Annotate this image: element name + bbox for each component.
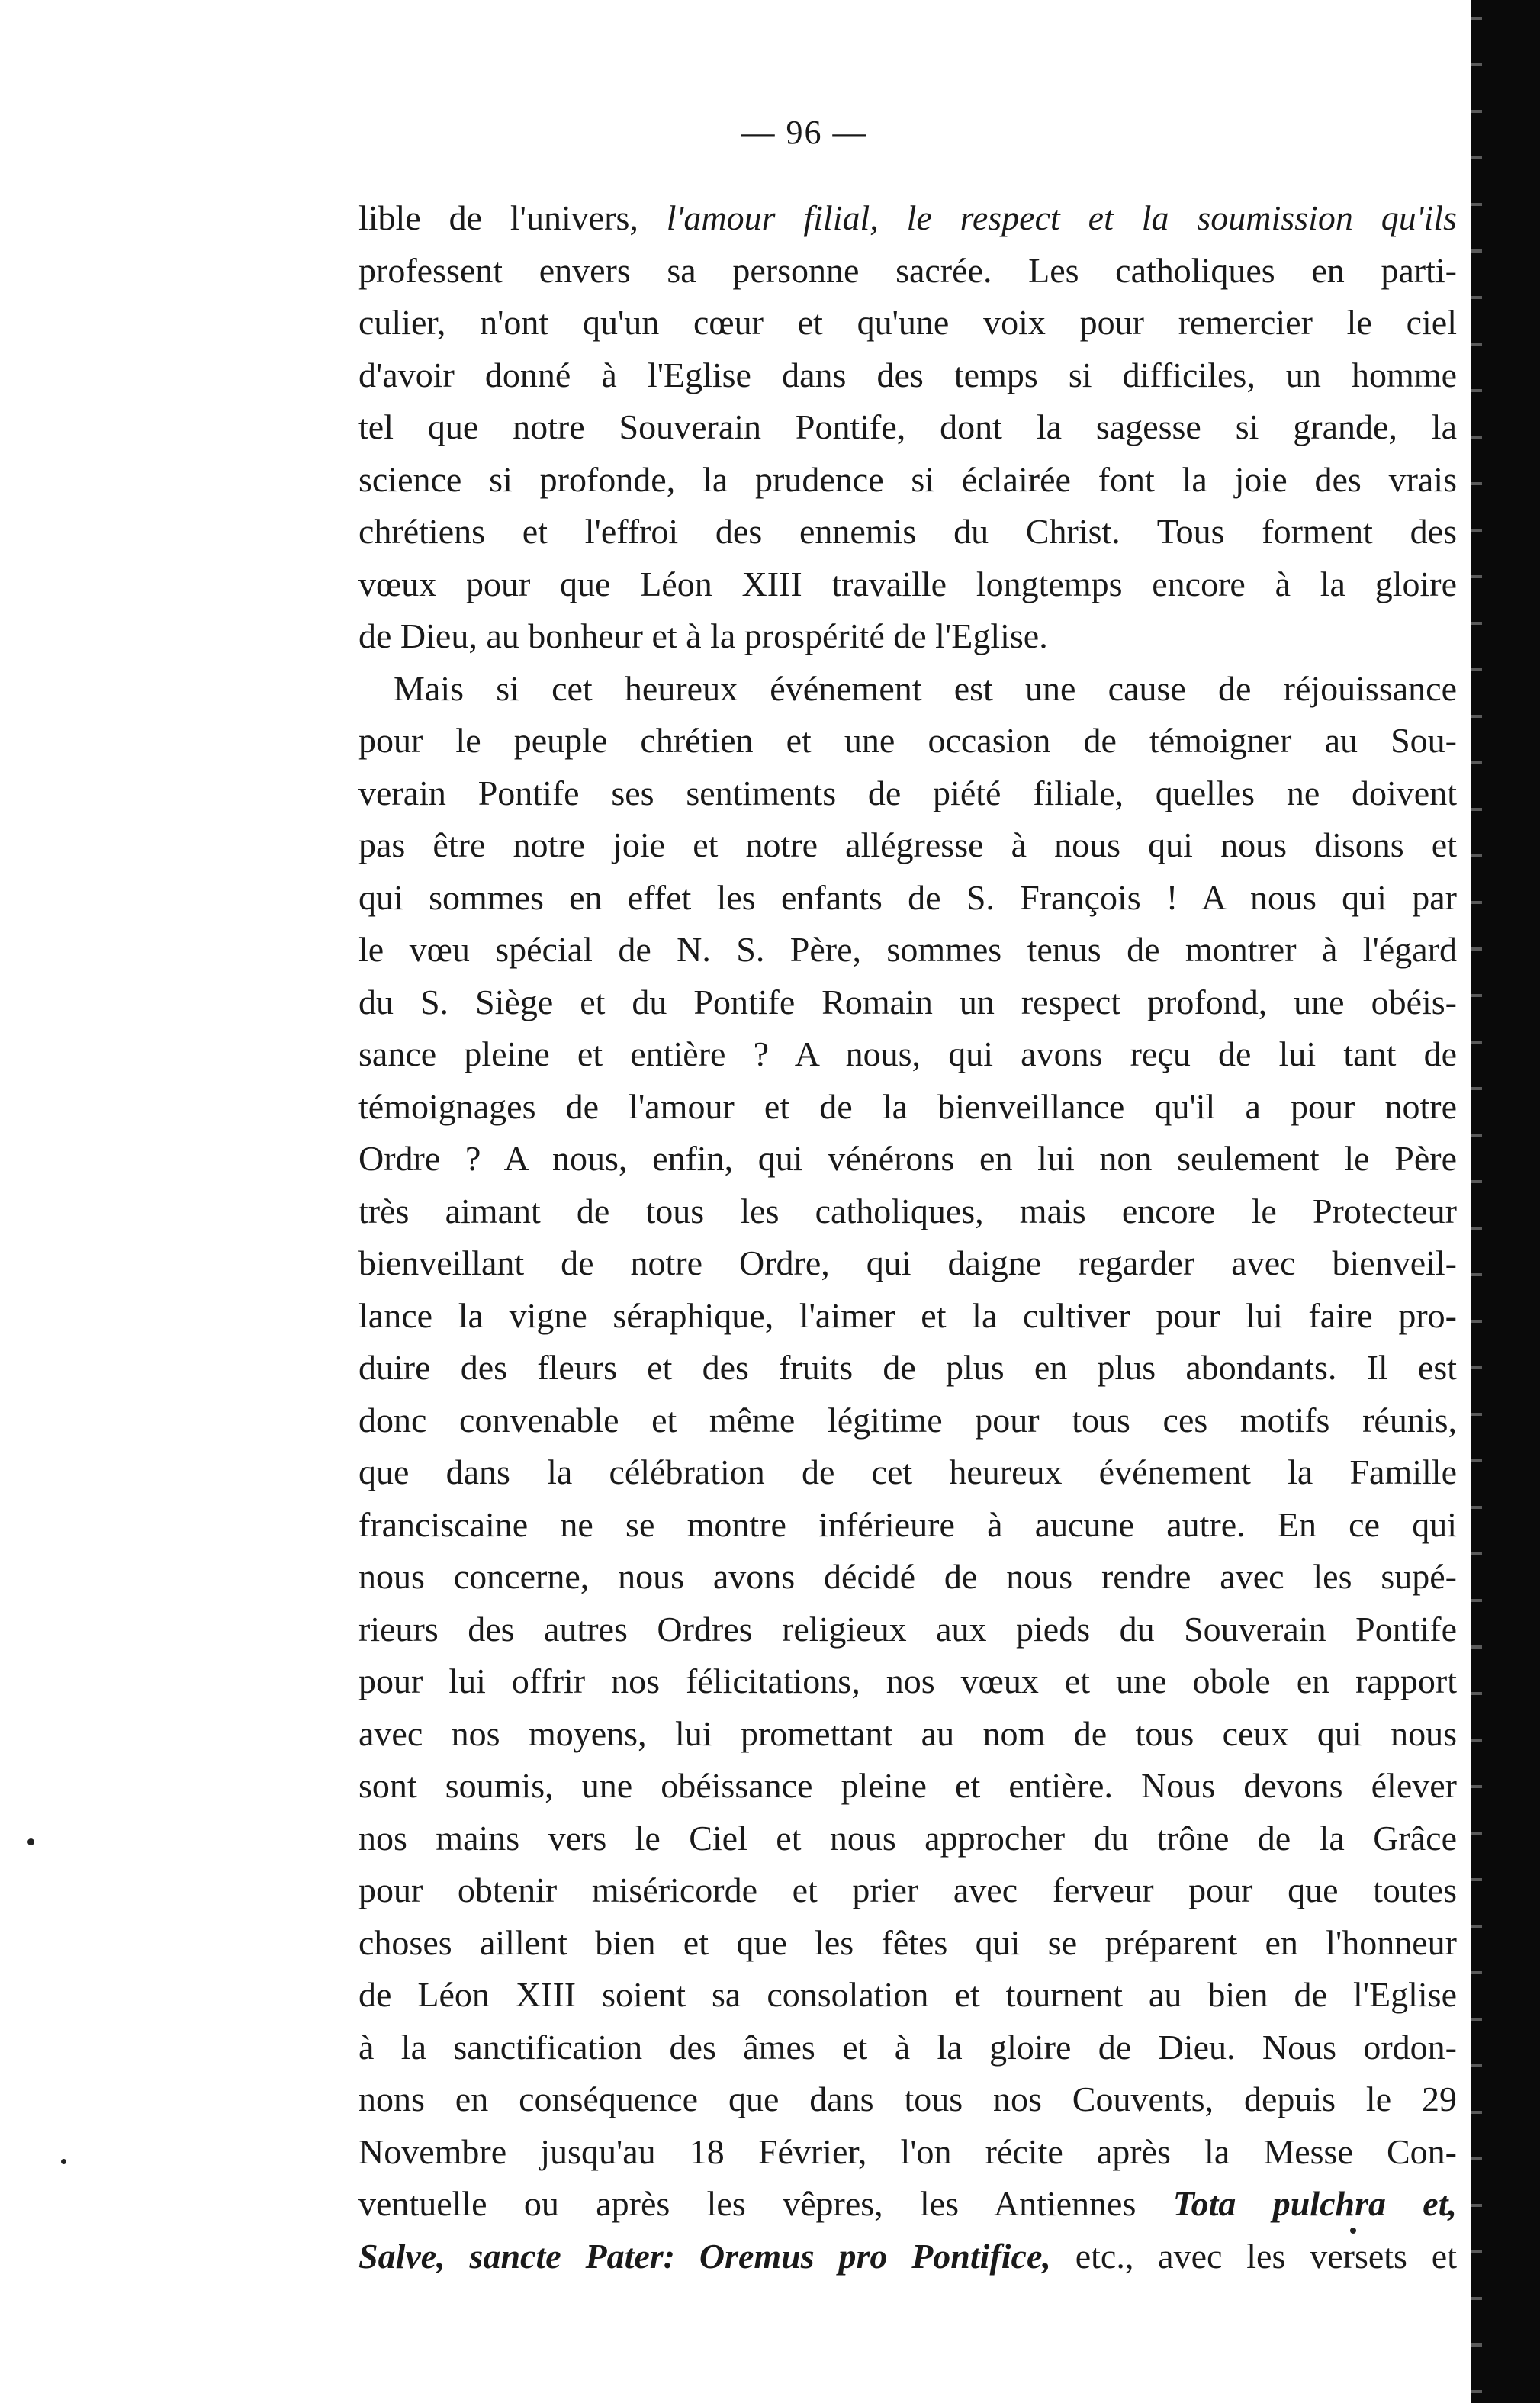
- text-line: verain Pontife ses sentiments de piété filiale, quelles ne doivent: [358, 773, 1457, 812]
- text-line: duire des fleurs et des fruits de plus en plus abondants. Il est: [358, 1348, 1457, 1387]
- text-line: le vœu spécial de N. S. Père, sommes tenus de montrer à l'égard: [358, 930, 1457, 969]
- text-line: professent envers sa personne sacrée. Les catholiques en parti-: [358, 250, 1457, 290]
- text-line: pour le peuple chrétien et une occasion de témoigner au Sou-: [358, 721, 1457, 760]
- text-line: bienveillant de notre Ordre, qui daigne regarder avec bienveil-: [358, 1243, 1457, 1282]
- text-line: que dans la célébration de cet heureux événement la Famille: [358, 1452, 1457, 1491]
- text-line: de Léon XIII soient sa consolation et tournent au bien de l'Eglise: [358, 1975, 1457, 2014]
- text-line: de Dieu, au bonheur et à la prospérité de l'Eglise.: [358, 616, 1048, 655]
- text-line: vœux pour que Léon XIII travaille longtemps encore à la gloire: [358, 564, 1457, 603]
- text-line: pas être notre joie et notre allégresse à nous qui nous disons et: [358, 825, 1457, 864]
- text-line: à la sanctification des âmes et à la gloire de Dieu. Nous ordon-: [358, 2027, 1457, 2067]
- text-line: [358, 2231, 1457, 2283]
- text-line: avec nos moyens, lui promettant au nom de tous ceux qui nous: [358, 1713, 1457, 1753]
- scan-speck: [27, 1838, 34, 1845]
- text-line: du S. Siège et du Pontife Romain un respect profond, une obéis-: [358, 982, 1457, 1021]
- scan-speck: [61, 2159, 66, 2164]
- text-line: qui sommes en effet les enfants de S. François ! A nous qui par: [358, 877, 1457, 917]
- text-line: culier, n'ont qu'un cœur et qu'une voix pour remercier le ciel: [358, 303, 1457, 342]
- text-line: nons en conséquence que dans tous nos Couvents, depuis le 29: [358, 2080, 1457, 2118]
- text-line: science si profonde, la prudence si éclairée font la joie des vrais: [358, 459, 1457, 499]
- text-line: très aimant de tous les catholiques, mais encore le Protecteur: [358, 1191, 1457, 1230]
- text-line: rieurs des autres Ordres religieux aux pieds du Souverain Pontife: [358, 1609, 1457, 1649]
- page-number: — 96 —: [741, 114, 868, 151]
- text-line: sont soumis, une obéissance pleine et entière. Nous devons élever: [358, 1766, 1457, 1805]
- text-line: pour lui offrir nos félicitations, nos vœux et une obole en rapport: [358, 1662, 1457, 1700]
- page-body: [358, 192, 1457, 2282]
- text-line: Novembre jusqu'au 18 Février, l'on récite après la Messe Con-: [358, 2131, 1457, 2171]
- text-line: choses aillent bien et que les fêtes qui se préparent en l'honneur: [358, 1922, 1457, 1962]
- text-line: Ordre ? A nous, enfin, qui vénérons en lui non seulement le Père: [358, 1139, 1457, 1178]
- text-line: pour obtenir miséricorde et prier avec ferveur pour que toutes: [358, 1871, 1457, 1909]
- text-line: nos mains vers le Ciel et nous approcher du trône de la Grâce: [358, 1818, 1457, 1858]
- scan-speck: [1350, 2228, 1356, 2234]
- text-line: [358, 2178, 1457, 2231]
- text-line: d'avoir donné à l'Eglise dans des temps si difficiles, un homme: [358, 355, 1457, 394]
- text-run: etc., avec les versets et: [1050, 2236, 1457, 2276]
- text-line: franciscaine ne se montre inférieure à aucune autre. En ce qui: [358, 1504, 1457, 1544]
- text-line: lible de l'univers, l'amour filial, le respect et la soumission qu'ils: [358, 198, 1457, 237]
- text-run: ventuelle ou après les vêpres, les Antiennes: [358, 2184, 1173, 2223]
- text-line: témoignages de l'amour et de la bienveillance qu'il a pour notre: [358, 1086, 1457, 1126]
- italic-antiphon: Salve, sancte Pater: Oremus pro Pontifice,: [358, 2236, 1051, 2276]
- text-line: sance pleine et entière ? A nous, qui avons reçu de lui tant de: [358, 1034, 1457, 1073]
- text-line: chrétiens et l'effroi des ennemis du Christ. Tous forment des: [358, 512, 1457, 551]
- text-line: nous concerne, nous avons décidé de nous rendre avec les supé-: [358, 1557, 1457, 1596]
- text-line: Mais si cet heureux événement est une cause de réjouissance: [394, 668, 1457, 708]
- italic-antiphon: Tota pulchra et,: [1172, 2184, 1458, 2223]
- text-line: tel que notre Souverain Pontife, dont la sagesse si grande, la: [358, 407, 1457, 446]
- scan-edge-border: [1471, 0, 1540, 2403]
- text-line: lance la vigne séraphique, l'aimer et la cultiver pour lui faire pro-: [358, 1295, 1457, 1335]
- text-line: donc convenable et même légitime pour tous ces motifs réunis,: [358, 1400, 1457, 1440]
